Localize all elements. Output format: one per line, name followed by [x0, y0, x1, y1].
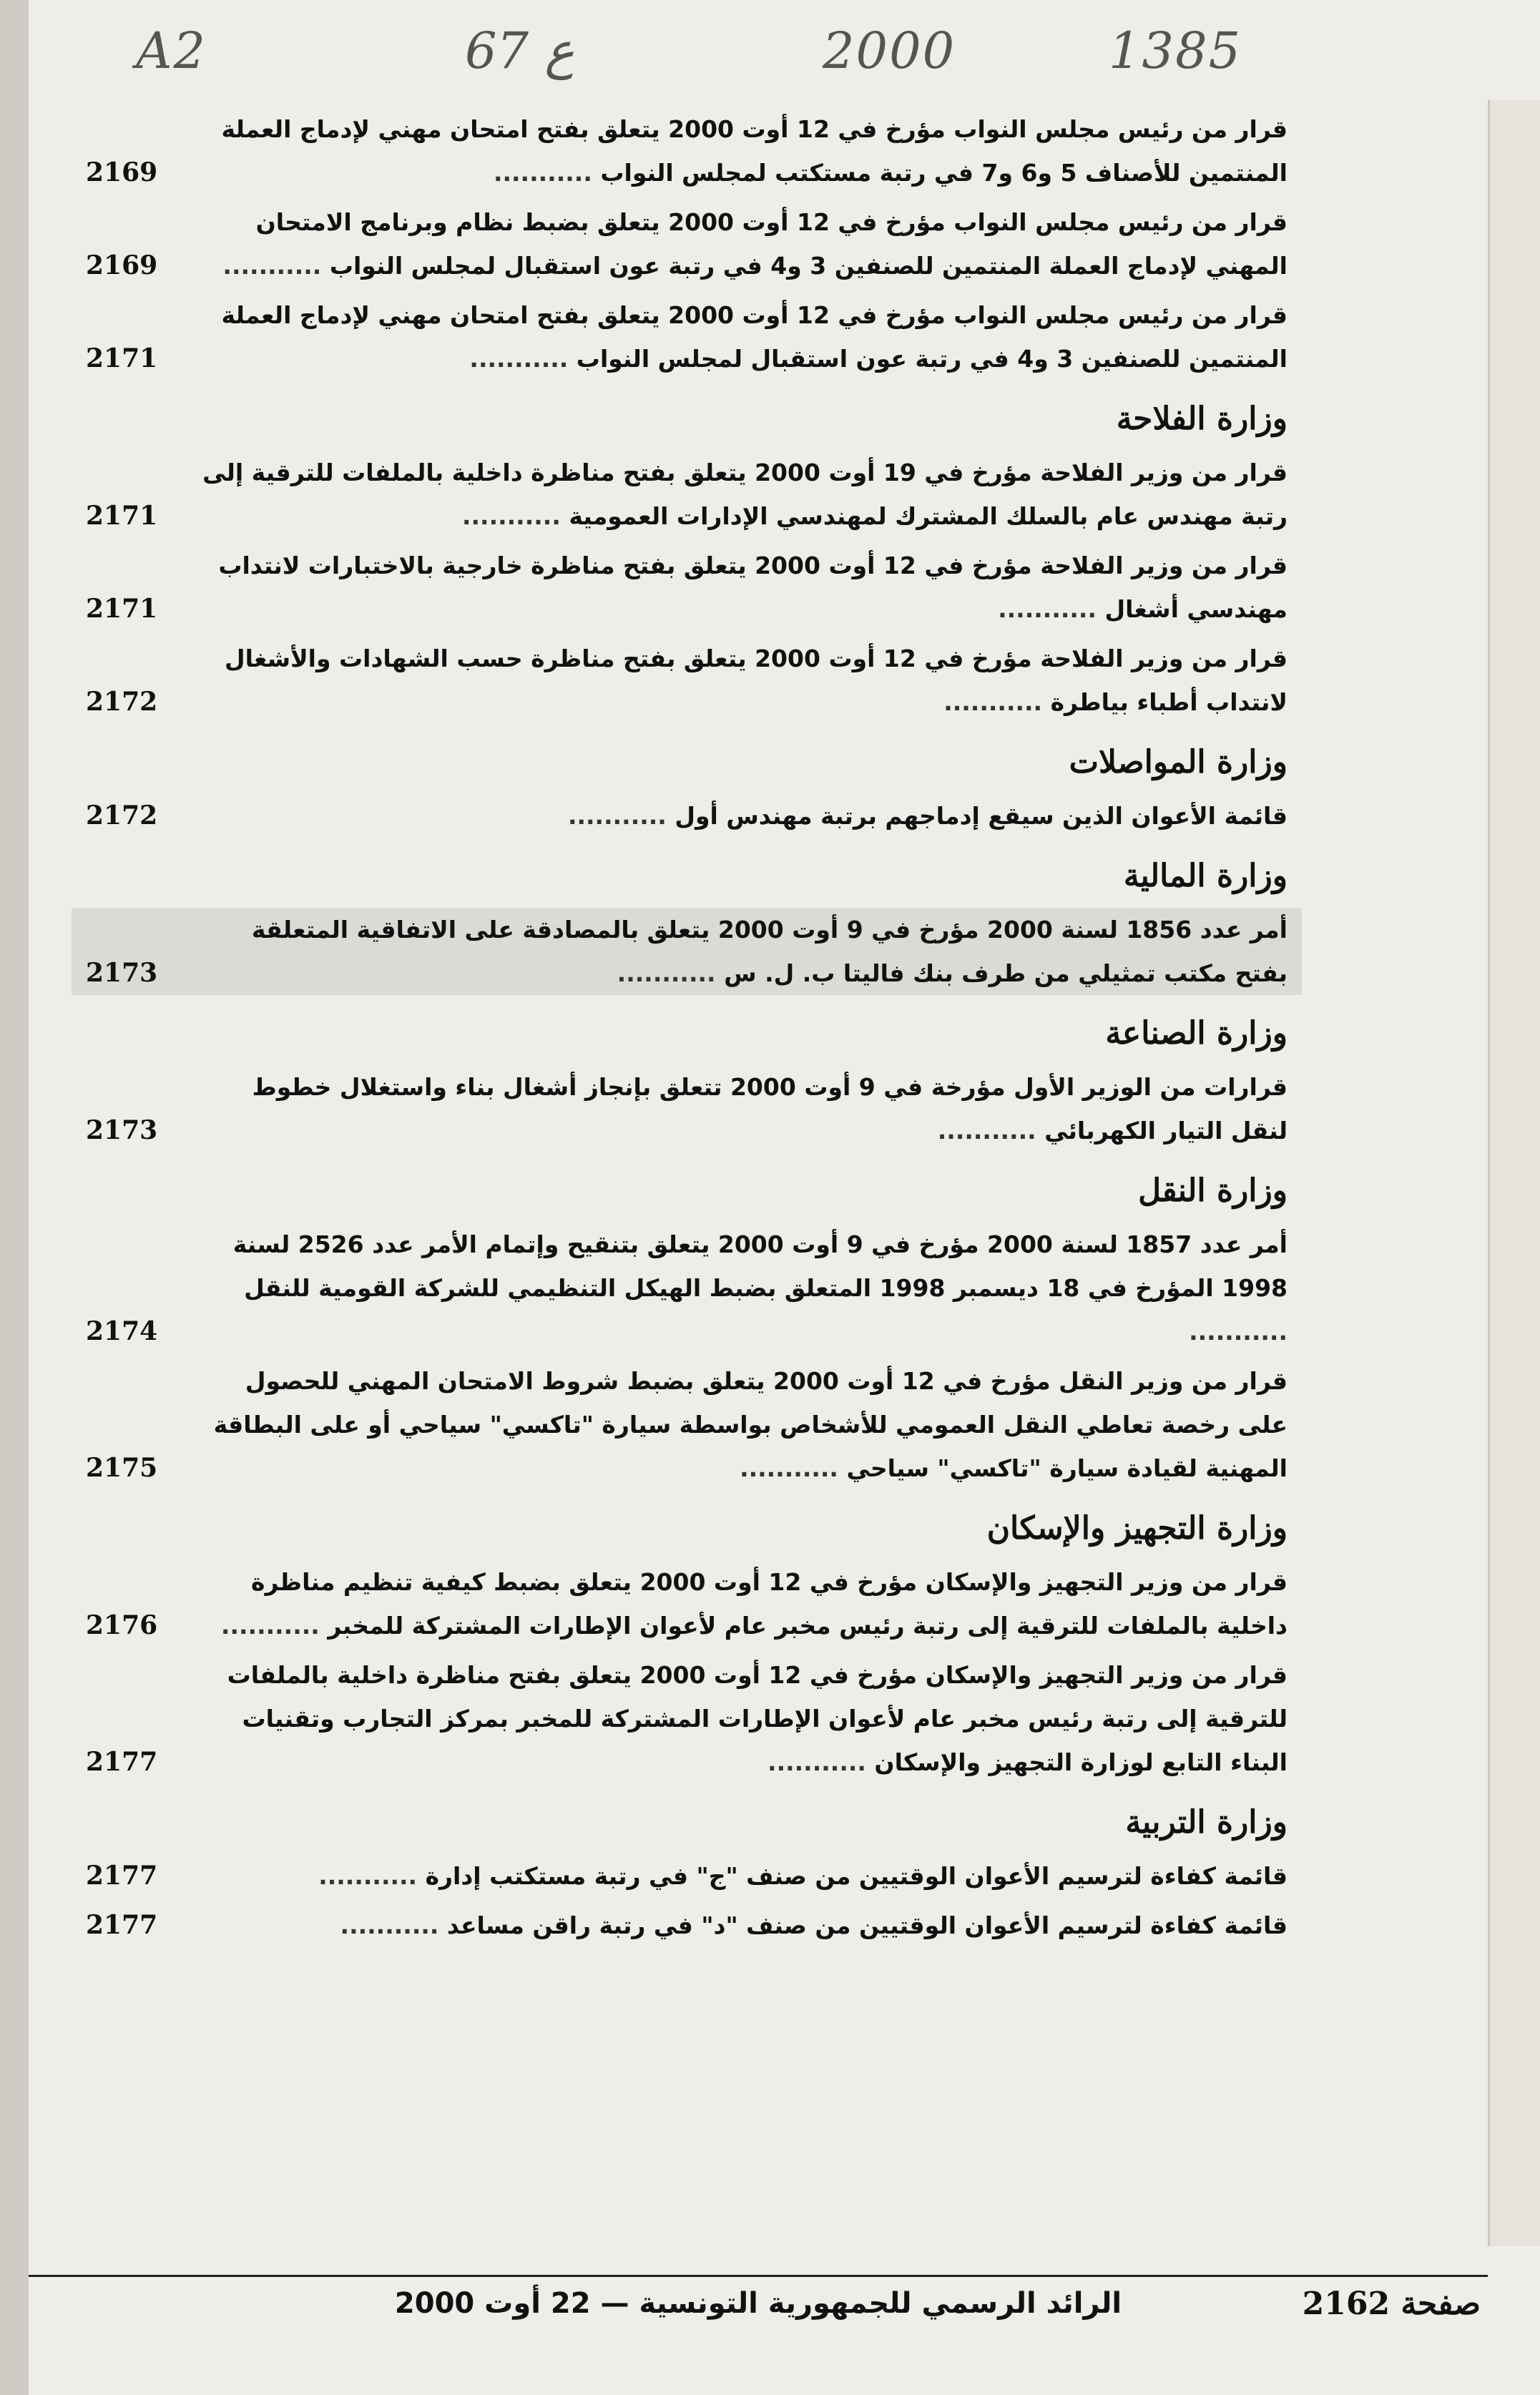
page-number: صفحة 2162	[1302, 2286, 1481, 2322]
toc-entry	[86, 544, 1288, 631]
leader-dots: ...........	[222, 252, 330, 280]
entry-text: قائمة كفاءة لترسيم الأعوان الوقتيين من صنف "د" في رتبة راقن مساعد	[446, 1911, 1288, 1939]
binding-edge	[0, 0, 29, 2395]
handwritten-note: 1385	[1109, 21, 1242, 80]
leader-dots: ...........	[943, 688, 1051, 716]
entry-page-number: 2169	[86, 250, 158, 280]
entry-page-number: 2173	[86, 1115, 158, 1145]
leader-dots: ...........	[340, 1911, 447, 1939]
toc-entry	[86, 1065, 1288, 1152]
toc-entry	[86, 200, 1288, 288]
entry-text: قرار من وزير التجهيز والإسكان مؤرخ في 12 أوت 2000 يتعلق بضبط كيفية تنظيم مناظرة داخلية بالملفات للترقية إلى رتبة رئيس مخبر عام لأعوان الإطارات المشتركة للمخبر	[251, 1568, 1288, 1640]
entry-text: قرار من وزير النقل مؤرخ في 12 أوت 2000 يتعلق بضبط شروط الامتحان المهني للحصول على رخصة تعاطي النقل العمومي للأشخاص بواسطة سيارة "تاكسي" سياحي أو على البطاقة المهنية لقيادة سيارة "تاكسي" سياحي	[213, 1367, 1288, 1482]
entry-text: قرار من وزير الفلاحة مؤرخ في 12 أوت 2000 يتعلق بفتح مناظرة خارجية بالاختبارات لانتداب مهندسي أشغال	[218, 552, 1288, 623]
entry-text: قرار من رئيس مجلس النواب مؤرخ في 12 أوت 2000 يتعلق بفتح امتحان مهني لإدماج العملة المنتمين للأصناف 5 و6 و7 في رتبة مستكتب لمجلس النواب	[221, 115, 1288, 187]
entry-text: قرار من رئيس مجلس النواب مؤرخ في 12 أوت 2000 يتعلق بضبط نظام وبرنامج الامتحان المهني لإدماج العملة المنتمين للصنفين 3 و4 في رتبة عون استقبال لمجلس النواب	[255, 208, 1288, 280]
toc-entry	[86, 1359, 1288, 1490]
leader-dots: ...........	[937, 1117, 1045, 1145]
entry-text: قائمة كفاءة لترسيم الأعوان الوقتيين من صنف "ج" في رتبة مستكتب إدارة	[425, 1862, 1288, 1890]
toc-entry	[86, 794, 1288, 838]
entry-page-number: 2175	[86, 1453, 158, 1483]
entry-text: قرارات من الوزير الأول مؤرخة في 9 أوت 2000 تتعلق بإنجاز أشغال بناء واستغلال خطوط لنقل التيار الكهربائي	[252, 1073, 1288, 1145]
handwritten-note: A2	[136, 21, 207, 80]
leader-dots: ...........	[567, 802, 675, 830]
toc-entry	[86, 107, 1288, 195]
entry-page-number: 2177	[86, 1861, 158, 1891]
entry-page-number: 2174	[86, 1316, 158, 1346]
leader-dots: ...........	[493, 159, 601, 187]
toc-entry	[86, 1854, 1288, 1898]
leader-dots: ...........	[461, 502, 569, 530]
entry-text: أمر عدد 1856 لسنة 2000 مؤرخ في 9 أوت 2000 يتعلق بالمصادقة على الاتفاقية المتعلقة بفتح مكتب تمثيلي من طرف بنك فاليتا ب. ل. س	[251, 916, 1288, 987]
handwritten-note: 67 ع	[465, 21, 575, 80]
entry-page-number: 2172	[86, 687, 158, 717]
leader-dots: ...........	[767, 1748, 875, 1776]
toc-entry	[86, 1904, 1288, 1947]
entry-text: قائمة الأعوان الذين سيقع إدماجهم برتبة مهندس أول	[675, 802, 1288, 830]
entry-page-number: 2171	[86, 343, 158, 373]
leader-dots: ...........	[469, 345, 577, 373]
entry-page-number: 2169	[86, 157, 158, 187]
entry-text: قرار من وزير الفلاحة مؤرخ في 12 أوت 2000 يتعلق بفتح مناظرة حسب الشهادات والأشغال لانتداب أطباء بياطرة	[225, 645, 1288, 716]
entry-page-number: 2171	[86, 501, 158, 531]
section-title: وزارة النقل	[1138, 1172, 1288, 1209]
toc-entry	[86, 451, 1288, 538]
entry-page-number: 2171	[86, 594, 158, 624]
entry-page-number: 2177	[86, 1910, 158, 1940]
leader-dots: ...........	[1189, 1318, 1288, 1346]
handwritten-note: 2000	[823, 21, 956, 80]
toc-entry	[86, 1223, 1288, 1353]
adjacent-page-edge	[1488, 100, 1540, 2246]
leader-dots: ...........	[617, 959, 725, 987]
entry-text: أمر عدد 1857 لسنة 2000 مؤرخ في 9 أوت 2000 يتعلق بتنقيح وإتمام الأمر عدد 2526 لسنة 1998 المؤرخ في 18 ديسمبر 1998 المتعلق بضبط الهيكل التنظيمي للشركة القومية للنقل	[232, 1230, 1288, 1302]
leader-dots: ...........	[998, 595, 1105, 623]
toc-entry	[86, 293, 1288, 381]
page-footer	[29, 2275, 1488, 2334]
leader-dots: ...........	[318, 1862, 426, 1890]
section-title: وزارة التربية	[1125, 1804, 1288, 1841]
section-title: وزارة الصناعة	[1105, 1015, 1288, 1052]
journal-title: الرائد الرسمي للجمهورية التونسية — 22 أوت 2000	[394, 2287, 1122, 2320]
section-title: وزارة المالية	[1123, 858, 1288, 894]
toc-entry	[72, 908, 1302, 995]
toc-entry	[86, 1560, 1288, 1647]
entry-text: قرار من وزير الفلاحة مؤرخ في 19 أوت 2000 يتعلق بفتح مناظرة داخلية بالملفات للترقية إلى رتبة مهندس عام بالسلك المشترك لمهندسي الإدارات العمومية	[202, 459, 1288, 530]
entry-page-number: 2173	[86, 958, 158, 988]
entry-page-number: 2176	[86, 1610, 158, 1640]
entry-page-number: 2177	[86, 1747, 158, 1777]
leader-dots: ...........	[740, 1454, 847, 1482]
toc-entry	[86, 637, 1288, 724]
table-of-contents	[86, 107, 1288, 1953]
entry-text: قرار من رئيس مجلس النواب مؤرخ في 12 أوت 2000 يتعلق بفتح امتحان مهني لإدماج العملة المنتمين للصنفين 3 و4 في رتبة عون استقبال لمجلس النواب	[221, 301, 1288, 373]
toc-entry	[86, 1653, 1288, 1784]
entry-page-number: 2172	[86, 800, 158, 831]
leader-dots: ...........	[220, 1612, 328, 1640]
section-title: وزارة المواصلات	[1069, 744, 1288, 780]
entry-text: قرار من وزير التجهيز والإسكان مؤرخ في 12 أوت 2000 يتعلق بفتح مناظرة داخلية بالملفات للترقية إلى رتبة رئيس مخبر عام لأعوان الإطارات المشتركة للمخبر بمركز التجارب وتقنيات البناء التابع لوزارة التجهيز والإسكان	[227, 1661, 1288, 1776]
section-title: وزارة الفلاحة	[1116, 401, 1288, 437]
section-title: وزارة التجهيز والإسكان	[986, 1510, 1288, 1547]
